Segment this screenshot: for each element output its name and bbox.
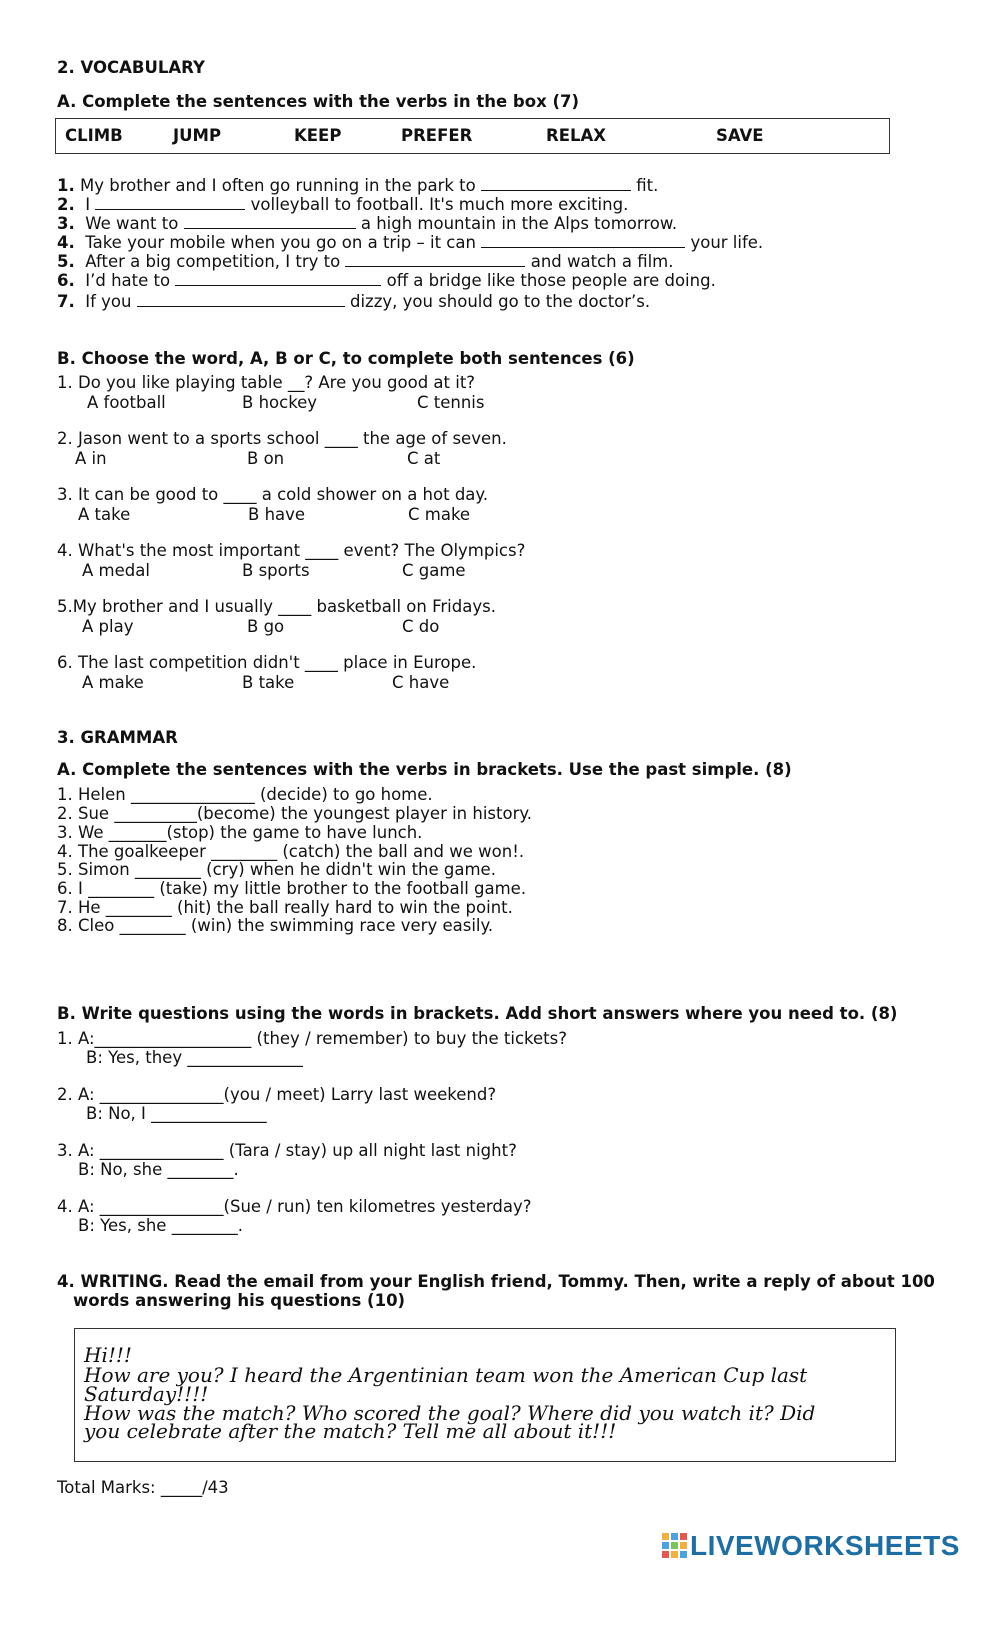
grammar-sentence: 5. Simon ________ (cry) when he didn't win the game. <box>57 860 496 879</box>
option-b[interactable]: B hockey <box>242 393 318 412</box>
option-c[interactable]: C do <box>402 617 440 636</box>
question-line-a: 3. A: _______________ (Tara / stay) up all night last night? <box>57 1141 517 1160</box>
choice-question: 3. It can be good to ____ a cold shower on a hot day. <box>57 485 489 504</box>
email-line: Saturday!!!! <box>84 1382 209 1406</box>
choice-question: 5.My brother and I usually ____ basketball on Fridays. <box>57 597 496 616</box>
choice-question: 2. Jason went to a sports school ____ the age of seven. <box>57 429 507 448</box>
verb-prefer: PREFER <box>401 126 473 145</box>
writing-instruction: 4. WRITING. Read the email from your English friend, Tommy. Then, write a reply of about 100 <box>57 1272 935 1291</box>
grammar-sentence: 3. We _______(stop) the game to have lunch. <box>57 823 423 842</box>
verb-save: SAVE <box>716 126 764 145</box>
choice-question: 4. What's the most important ____ event? The Olympics? <box>57 541 526 560</box>
email-line: you celebrate after the match? Tell me all about it!!! <box>84 1419 617 1443</box>
email-box <box>74 1328 896 1462</box>
vocab-sentence: 5. After a big competition, I try to and watch a film. <box>57 252 674 271</box>
answer-blank[interactable] <box>184 214 356 229</box>
choice-question: 6. The last competition didn't ____ place in Europe. <box>57 653 477 672</box>
grammar-sentence: 1. Helen _______________ (decide) to go home. <box>57 785 433 804</box>
vocab-sentence: 4. Take your mobile when you go on a trip – it can your life. <box>57 233 764 252</box>
option-c[interactable]: C game <box>402 561 466 580</box>
answer-line-b: B: Yes, she ________. <box>78 1216 243 1235</box>
verb-relax: RELAX <box>546 126 606 145</box>
option-a[interactable]: A in <box>75 449 107 468</box>
vocab-sentence: 2. I volleyball to football. It's much more exciting. <box>57 195 629 214</box>
answer-blank[interactable] <box>175 271 381 286</box>
grammar-sentence: 6. I ________ (take) my little brother to the football game. <box>57 879 527 898</box>
option-b[interactable]: B go <box>247 617 285 636</box>
option-a[interactable]: A play <box>82 617 134 636</box>
email-line: Hi!!! <box>84 1343 132 1367</box>
answer-line-b: B: Yes, they ______________ <box>86 1048 303 1067</box>
option-b[interactable]: B sports <box>242 561 310 580</box>
answer-blank[interactable] <box>345 252 525 267</box>
option-c[interactable]: C at <box>407 449 441 468</box>
answer-blank[interactable] <box>481 233 685 248</box>
answer-line-b: B: No, I ______________ <box>86 1104 267 1123</box>
grammar-sentence: 7. He ________ (hit) the ball really hard to win the point. <box>57 898 513 917</box>
vocab-sentence: 7. If you dizzy, you should go to the doctor’s. <box>57 292 651 311</box>
verb-box <box>55 118 890 154</box>
answer-blank[interactable] <box>95 195 245 210</box>
question-line-a: 4. A: _______________(Sue / run) ten kilometres yesterday? <box>57 1197 532 1216</box>
option-b[interactable]: B take <box>242 673 295 692</box>
vocab-sentence: 3. We want to a high mountain in the Alps tomorrow. <box>57 214 678 233</box>
vocab-b-instruction: B. Choose the word, A, B or C, to complete both sentences (6) <box>57 349 635 368</box>
vocabulary-heading: 2. VOCABULARY <box>57 58 205 77</box>
option-a[interactable]: A football <box>87 393 166 412</box>
choice-question: 1. Do you like playing table __? Are you good at it? <box>57 373 476 392</box>
logo-grid-icon <box>662 1533 688 1559</box>
grammar-b-instruction: B. Write questions using the words in brackets. Add short answers where you need to. (8) <box>57 1004 898 1023</box>
verb-jump: JUMP <box>173 126 222 145</box>
option-c[interactable]: C tennis <box>417 393 485 412</box>
email-line: How are you? I heard the Argentinian team won the American Cup last <box>84 1363 808 1387</box>
writing-instruction-cont: words answering his questions (10) <box>73 1291 406 1310</box>
grammar-sentence: 4. The goalkeeper ________ (catch) the ball and we won!. <box>57 842 525 861</box>
question-line-a: 1. A:___________________ (they / remember) to buy the tickets? <box>57 1029 567 1048</box>
option-c[interactable]: C make <box>408 505 471 524</box>
vocab-sentence: 6. I’d hate to off a bridge like those people are doing. <box>57 271 716 290</box>
verb-climb: CLIMB <box>65 126 123 145</box>
option-b[interactable]: B have <box>248 505 306 524</box>
option-c[interactable]: C have <box>392 673 450 692</box>
option-a[interactable]: A take <box>78 505 131 524</box>
grammar-a-instruction: A. Complete the sentences with the verbs in brackets. Use the past simple. (8) <box>57 760 792 779</box>
vocab-sentence: 1. My brother and I often go running in the park to fit. <box>57 176 659 195</box>
email-line: How was the match? Who scored the goal? Where did you watch it? Did <box>84 1401 816 1425</box>
vocab-a-instruction: A. Complete the sentences with the verbs in the box (7) <box>57 92 580 111</box>
answer-blank[interactable] <box>137 292 345 307</box>
grammar-sentence: 2. Sue __________(become) the youngest player in history. <box>57 804 533 823</box>
total-marks: Total Marks: _____/43 <box>57 1478 229 1497</box>
option-b[interactable]: B on <box>247 449 285 468</box>
answer-line-b: B: No, she ________. <box>78 1160 239 1179</box>
answer-blank[interactable] <box>481 176 631 191</box>
question-line-a: 2. A: _______________(you / meet) Larry last weekend? <box>57 1085 497 1104</box>
verb-keep: KEEP <box>294 126 342 145</box>
option-a[interactable]: A make <box>82 673 144 692</box>
grammar-sentence: 8. Cleo ________ (win) the swimming race very easily. <box>57 916 494 935</box>
brand-name: LIVEWORKSHEETS <box>690 1530 960 1561</box>
option-a[interactable]: A medal <box>82 561 150 580</box>
grammar-heading: 3. GRAMMAR <box>57 728 178 747</box>
